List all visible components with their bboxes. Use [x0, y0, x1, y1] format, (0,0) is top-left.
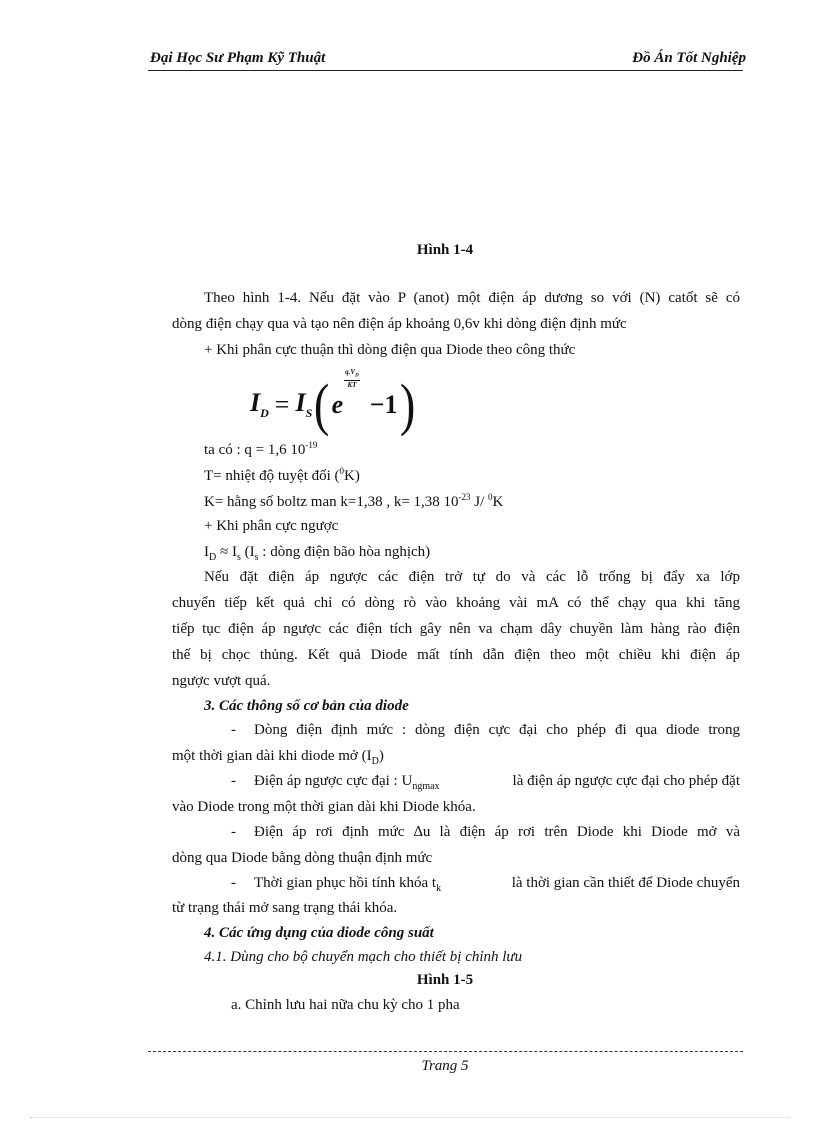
section-3-heading: 3. Các thông số cơ bản của diode — [204, 698, 409, 714]
formula-id: $I_D$ — [250, 388, 269, 421]
para1-line1: Theo hình 1-4. Nếu đặt vào P (anot) một điện áp dương so với (N) catốt sẽ có — [204, 290, 740, 306]
page-bottom-border — [30, 1117, 790, 1118]
para2-line1: Nếu đặt điện áp ngược các điện trở tự do và các lỗ trống bị đẩy xa lớp — [204, 569, 740, 585]
para2-line2: chuyển tiếp kết quả chỉ có dòng rò vào khoảng vài mA có thể chạy qua khi tăng — [172, 595, 740, 611]
footer-rule — [148, 1051, 743, 1052]
bullet3-line1: Điện áp rơi định mức ∆u là điện áp rơi trên Diode khi Diode mở và — [254, 824, 740, 840]
forward-bias-text: + Khi phân cực thuận thì dòng điện qua Diode theo công thức — [204, 342, 576, 358]
formula-exp: e $\frac{q.V_D}{KT}$ — [331, 368, 359, 419]
bullet2-line1: Điện áp ngược cực đại : $U_{ngmax}$ là điện áp ngược cực đại cho phép đặt — [254, 773, 740, 792]
reverse-bias-text: + Khi phân cực ngược — [204, 518, 339, 534]
figure-caption-1-4: Hình 1-4 — [416, 242, 474, 258]
section-4-1-heading: 4.1. Dùng cho bộ chuyển mạch cho thiết bị chỉnh lưu — [204, 949, 523, 965]
para1-line2: dòng điện chạy qua và tạo nên điện áp khoảng 0,6v khi dòng điện định mức — [172, 316, 627, 332]
bullet-dash: - — [231, 875, 236, 891]
para2-line4: thế bị chọc thủng. Kết quả Diode mất tính dẫn điện theo một chiều khi điện áp — [172, 647, 740, 663]
t-definition: T= nhiệt độ tuyệt đối ($^0$K) — [204, 466, 360, 484]
figure-caption-1-5: Hình 1-5 — [416, 972, 474, 988]
bullet-dash: - — [231, 722, 236, 738]
bullet1-line1: Dòng điện định mức : dòng điện cực đại cho phép đi qua diode trong — [254, 722, 740, 738]
page-number: Trang 5 — [421, 1058, 469, 1074]
formula-close-paren: ) — [399, 372, 415, 437]
bullet3-line2: dòng qua Diode bằng dòng thuận định mức — [172, 850, 433, 866]
bullet-dash: - — [231, 773, 236, 789]
item-a: a. Chỉnh lưu hai nữa chu kỳ cho 1 pha — [231, 997, 460, 1013]
bullet2-line2: vào Diode trong một thời gian dài khi Diode khóa. — [172, 799, 476, 815]
bullet4-line2: từ trạng thái mở sang trạng thái khóa. — [172, 900, 398, 916]
header-title: Đồ Án Tốt Nghiệp — [632, 50, 746, 66]
q-constant: ta có : q = 1,6 $10^{-19}$ — [204, 440, 318, 458]
header-rule — [148, 70, 743, 71]
k-constant: K= hằng số boltz man k=1,38 , k= 1,38 $10^{-23}$ J/ $^0$K — [204, 492, 504, 510]
bullet1-line2: một thời gian dài khi diode mở $(I_D)$ — [172, 748, 384, 767]
diode-current-formula — [250, 368, 417, 437]
formula-is: $I_S$ — [295, 388, 313, 421]
formula-minus-one: −1 — [369, 390, 398, 419]
formula-equals: = — [274, 390, 290, 419]
id-approx-line: $I_D \approx I_s$ ($I_s$ : dòng điện bão hòa nghịch) — [204, 544, 431, 563]
formula-open-paren: ( — [314, 372, 330, 437]
section-4-heading: 4. Các ứng dụng của diode công suất — [204, 925, 434, 941]
bullet4-line1: Thời gian phục hồi tính khóa $t_k$ là thời gian cần thiết để Diode chuyển — [254, 875, 740, 894]
para2-line3: tiếp tục điện áp ngược các điện tích gây nên va chạm dây chuyền làm hàng rào điện — [172, 621, 740, 637]
bullet-dash: - — [231, 824, 236, 840]
para2-line5: ngược vượt quá. — [172, 673, 271, 689]
header-school: Đại Học Sư Phạm Kỹ Thuật — [150, 50, 326, 66]
